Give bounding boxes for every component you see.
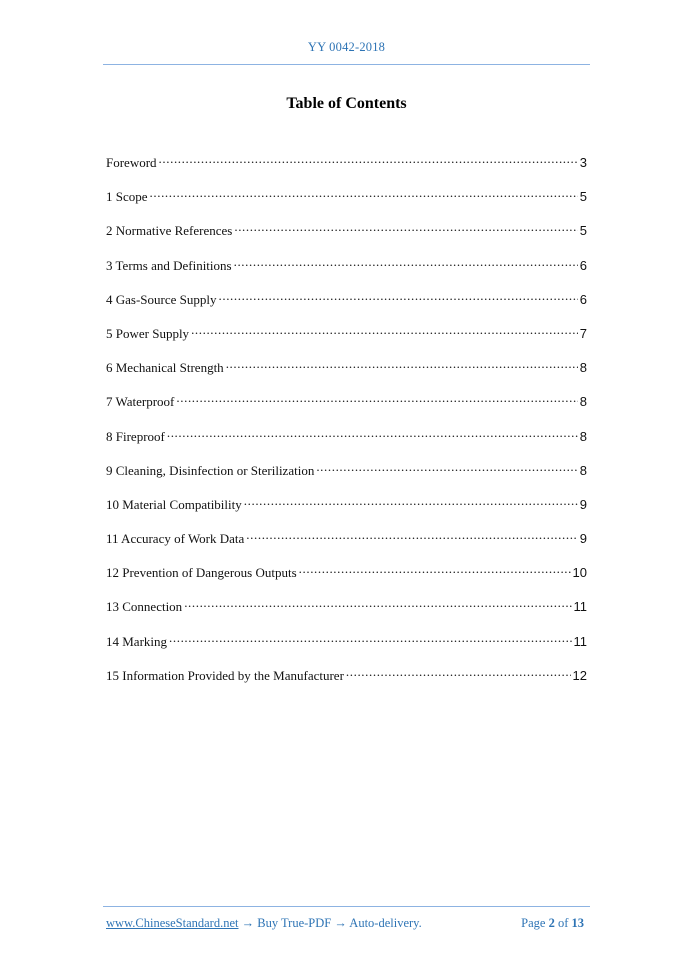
- toc-entry-connection[interactable]: [106, 598, 587, 632]
- toc-entry-title: 6 Mechanical Strength: [106, 360, 224, 376]
- toc-heading: Table of Contents: [286, 95, 407, 112]
- toc-entry-page: 12: [572, 667, 587, 683]
- toc-entry-title: 2 Normative References: [106, 223, 233, 239]
- toc-dot-leader: [299, 564, 571, 577]
- toc-dot-leader: [159, 154, 578, 167]
- toc-dot-leader: [226, 359, 578, 372]
- toc-entry-marking[interactable]: [106, 633, 587, 667]
- toc-entry-page: 8: [579, 462, 587, 478]
- toc-entry-title: 14 Marking: [106, 633, 168, 649]
- toc-dot-leader: [219, 291, 578, 304]
- toc-entry-prevention-of-dangerous-outputs[interactable]: [106, 564, 587, 598]
- footer-promo: [106, 916, 422, 931]
- total-pages-number: 13: [571, 916, 584, 930]
- toc-entry-information-provided-by-manufacturer[interactable]: [106, 667, 587, 701]
- toc-entry-title: Foreword: [106, 155, 157, 170]
- toc-entry-material-compatibility[interactable]: [106, 496, 587, 530]
- current-page-number: 2: [548, 916, 555, 930]
- toc-entry-waterproof[interactable]: [106, 393, 587, 427]
- toc-entry-title: 1 Scope: [106, 189, 148, 205]
- toc-entry-gas-source-supply[interactable]: [106, 291, 587, 325]
- footer-divider: [103, 906, 590, 907]
- toc-entry-scope[interactable]: [106, 188, 587, 222]
- toc-entry-page: 7: [579, 325, 587, 341]
- toc-entry-cleaning-disinfection[interactable]: [106, 462, 587, 496]
- toc-entry-foreword[interactable]: [106, 154, 587, 188]
- toc-entry-title: 10 Material Compatibility: [106, 496, 242, 512]
- toc-list: [106, 154, 587, 701]
- toc-dot-leader: [191, 325, 578, 338]
- toc-entry-page: 11: [573, 599, 587, 615]
- toc-entry-page: 5: [579, 189, 587, 205]
- header-divider: [103, 64, 590, 65]
- toc-dot-leader: [176, 393, 577, 406]
- toc-entry-title: 9 Cleaning, Disinfection or Sterilization: [106, 462, 315, 478]
- toc-entry-title: 15 Information Provided by the Manufacturer: [106, 667, 344, 683]
- toc-entry-title: 8 Fireproof: [106, 428, 165, 444]
- website-link[interactable]: www.ChineseStandard.net: [106, 916, 239, 930]
- toc-entry-page: 8: [579, 428, 587, 444]
- toc-dot-leader: [316, 462, 577, 475]
- toc-dot-leader: [244, 496, 578, 509]
- toc-entry-page: 9: [579, 531, 587, 547]
- toc-entry-accuracy-of-work-data[interactable]: [106, 530, 587, 564]
- document-header: YY 0042-2018: [307, 40, 386, 54]
- toc-dot-leader: [184, 598, 571, 611]
- toc-dot-leader: [234, 222, 577, 235]
- toc-entry-page: 6: [579, 257, 587, 273]
- toc-entry-title: 12 Prevention of Dangerous Outputs: [106, 565, 297, 581]
- toc-dot-leader: [234, 257, 578, 270]
- toc-entry-title: 7 Waterproof: [106, 394, 175, 410]
- toc-entry-mechanical-strength[interactable]: [106, 359, 587, 393]
- toc-entry-title: 11 Accuracy of Work Data: [106, 531, 245, 547]
- toc-entry-terms-and-definitions[interactable]: [106, 257, 587, 291]
- toc-entry-fireproof[interactable]: [106, 428, 587, 462]
- toc-dot-leader: [150, 188, 578, 201]
- toc-entry-page: 11: [573, 633, 587, 649]
- toc-entry-page: 9: [579, 496, 587, 512]
- toc-entry-page: 8: [579, 394, 587, 410]
- toc-entry-page: 8: [579, 360, 587, 376]
- toc-dot-leader: [169, 633, 571, 646]
- toc-entry-title: 3 Terms and Definitions: [106, 257, 232, 273]
- toc-dot-leader: [246, 530, 577, 543]
- toc-entry-normative-references[interactable]: [106, 222, 587, 256]
- toc-entry-page: 6: [579, 291, 587, 307]
- toc-dot-leader: [346, 667, 571, 680]
- toc-entry-page: 10: [572, 565, 587, 581]
- page-label: Page: [521, 916, 546, 930]
- of-label: of: [557, 916, 569, 930]
- toc-entry-title: 5 Power Supply: [106, 325, 190, 341]
- toc-entry-title: 13 Connection: [106, 599, 183, 615]
- toc-entry-page: 3: [579, 155, 587, 170]
- toc-entry-power-supply[interactable]: [106, 325, 587, 359]
- toc-entry-page: 5: [579, 223, 587, 239]
- footer-promo-text: → Buy True-PDF → Auto-delivery.: [238, 916, 422, 930]
- toc-entry-title: 4 Gas-Source Supply: [106, 291, 217, 307]
- page-indicator: [521, 916, 584, 931]
- toc-dot-leader: [167, 428, 578, 441]
